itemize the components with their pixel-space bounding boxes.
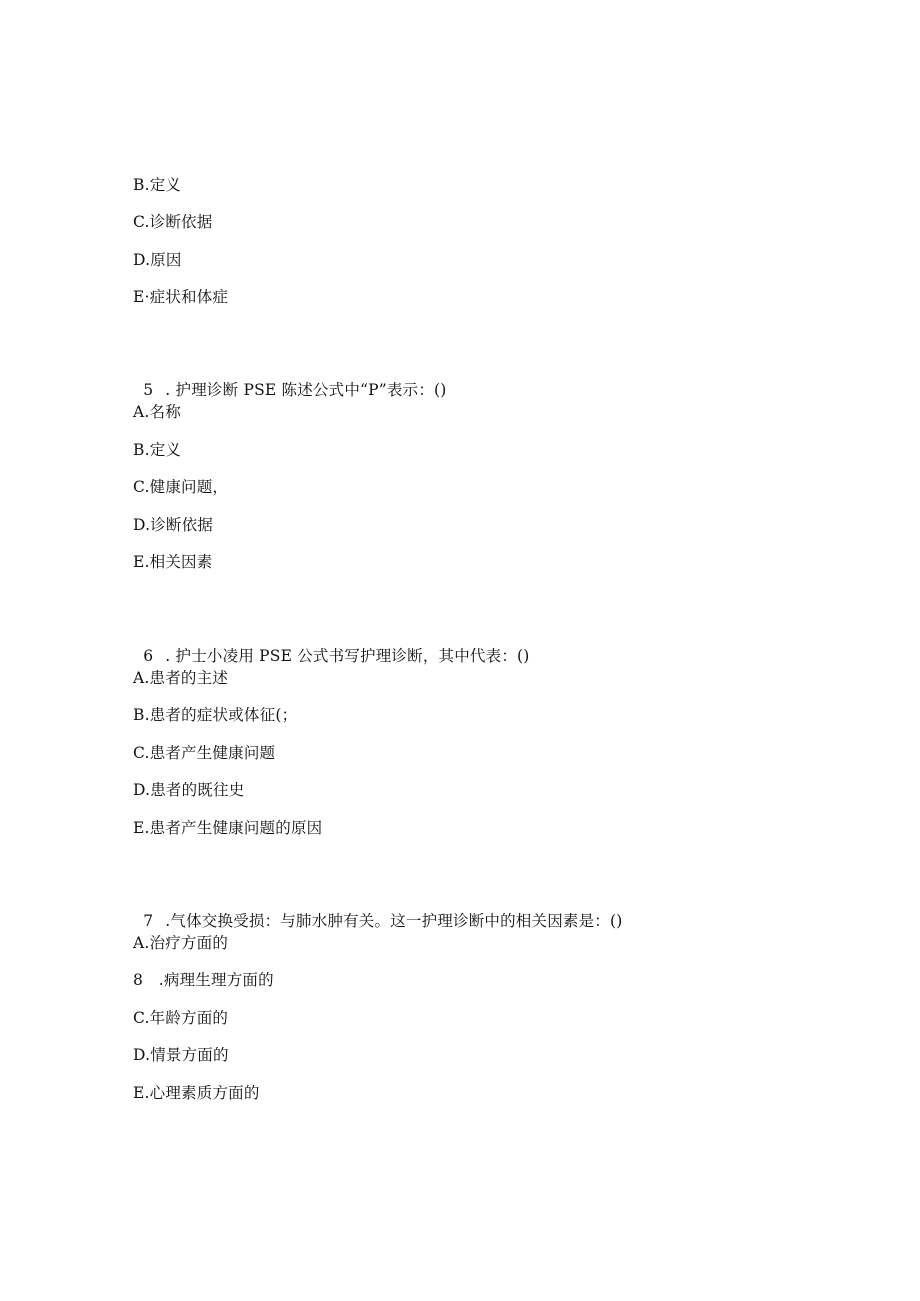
option-c: C.健康问题， — [133, 478, 229, 496]
question-text: . 护理诊断 PSE 陈述公式中“P”表示：() — [165, 381, 447, 399]
question-7 — [133, 891, 623, 931]
option-c: C.年龄方面的 — [133, 1009, 229, 1027]
option-e: E.患者产生健康问题的原因 — [133, 819, 323, 837]
option-d: D.情景方面的 — [133, 1046, 229, 1064]
question-number: 6 — [143, 647, 154, 665]
option-b: B.定义 — [133, 441, 182, 459]
question-number: 7 — [143, 912, 154, 930]
option-d: D.患者的既往史 — [133, 781, 245, 799]
option-c: C.患者产生健康问题 — [133, 744, 276, 762]
option-b: B.定义 — [133, 176, 182, 194]
option-d: D.原因 — [133, 251, 182, 269]
question-5 — [133, 360, 447, 400]
option-c: C.诊断依据 — [133, 213, 213, 231]
option-d: D.诊断依据 — [133, 516, 214, 534]
question-text: . 护士小凌用 PSE 公式书写护理诊断，其中代表：() — [165, 647, 530, 665]
question-number: 5 — [143, 381, 154, 399]
option-e: E·症状和体症 — [133, 288, 229, 306]
option-b: B.患者的症状或体征(； — [133, 706, 298, 724]
option-a: A.患者的主述 — [133, 669, 229, 687]
option-a: A.治疗方面的 — [133, 934, 229, 952]
option-a: A.名称 — [133, 403, 181, 421]
option-8: 8 .病理生理方面的 — [133, 971, 274, 989]
question-text: .气体交换受损：与肺水肿有关。这一护理诊断中的相关因素是：() — [165, 912, 623, 930]
question-6 — [133, 626, 530, 666]
option-e: E.相关因素 — [133, 553, 213, 571]
option-e: E.心理素质方面的 — [133, 1084, 260, 1102]
